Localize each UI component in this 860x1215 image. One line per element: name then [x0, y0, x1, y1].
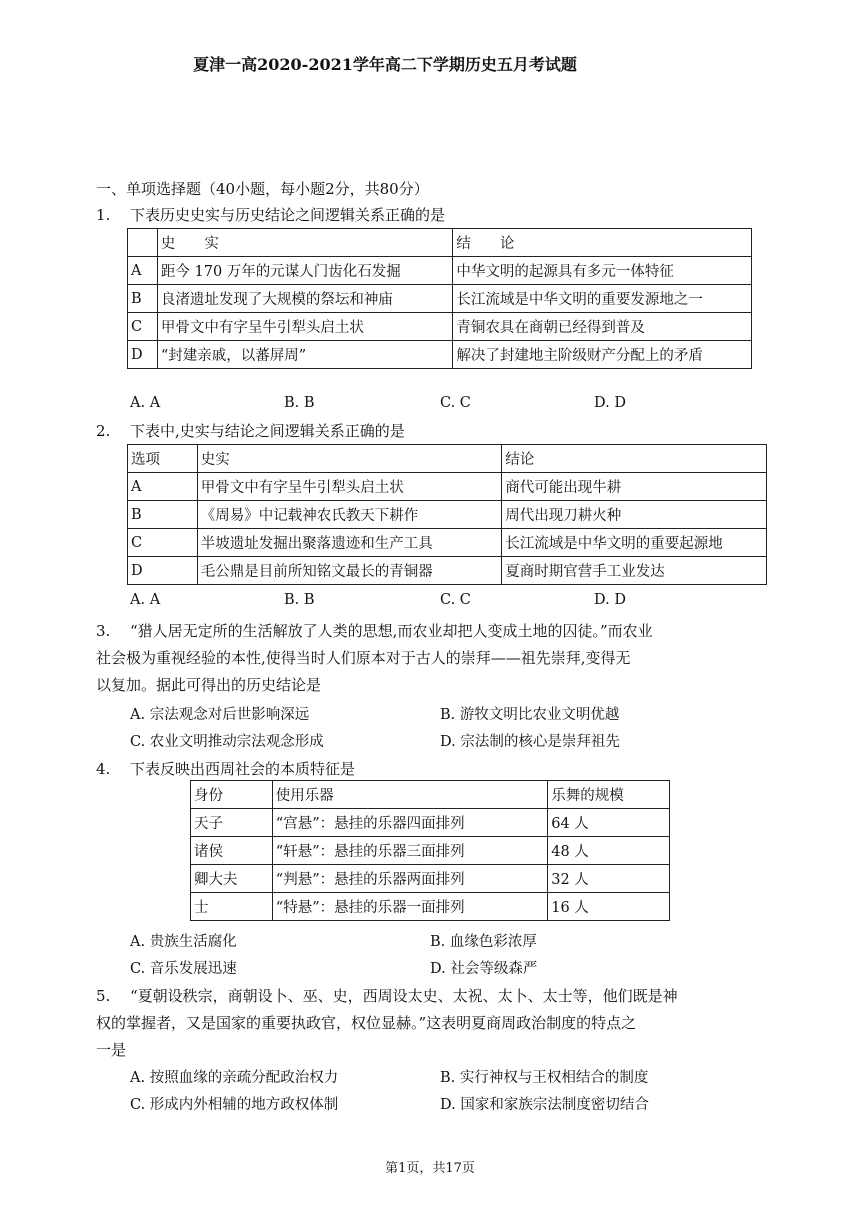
question-number: 4. — [96, 760, 111, 778]
table-cell: 诸侯 — [191, 837, 273, 865]
table-header-row — [128, 445, 767, 473]
table-cell: D — [128, 557, 198, 585]
table-header-row — [128, 229, 752, 257]
option-d: D. D — [594, 395, 626, 411]
option-d: D. 社会等级森严 — [430, 961, 538, 977]
table-row — [128, 313, 752, 341]
option-d: D. 宗法制的核心是崇拜祖先 — [440, 734, 620, 750]
option-d: D. D — [594, 592, 626, 608]
table-cell: 48 人 — [548, 837, 670, 865]
question-text: 下表反映出西周社会的本质特征是 — [130, 760, 356, 778]
table-cell: 夏商时期官营手工业发达 — [502, 557, 767, 585]
table-cell: “特悬”：悬挂的乐器一面排列 — [272, 893, 547, 921]
table-cell: A — [128, 257, 158, 285]
option-b: B. B — [284, 395, 315, 411]
question-text-line: 以复加。据此可得出的历史结论是 — [96, 676, 322, 694]
table-cell: 《周易》中记载神农氏教天下耕作 — [197, 501, 502, 529]
table-cell: 史 实 — [157, 229, 453, 257]
question-5-stem — [96, 983, 771, 1064]
table-cell — [128, 229, 158, 257]
option-c: C. C — [440, 395, 471, 411]
option-b: B. B — [284, 592, 315, 608]
option-b: B. 血缘色彩浓厚 — [430, 934, 537, 950]
question-1-table — [127, 228, 752, 369]
table-cell: C — [128, 529, 198, 557]
question-number: 1. — [96, 206, 111, 224]
table-cell: D — [128, 341, 158, 369]
table-row — [191, 809, 670, 837]
table-header-row — [191, 781, 670, 809]
table-cell: “判悬”：悬挂的乐器两面排列 — [272, 865, 547, 893]
section-heading: 一、单项选择题（40小题，每小题2分，共80分） — [96, 180, 429, 198]
table-cell: 解决了封建地主阶级财产分配上的矛盾 — [453, 341, 752, 369]
table-cell: 使用乐器 — [272, 781, 547, 809]
option-a: A. A — [130, 592, 161, 608]
table-cell: “轩悬”：悬挂的乐器三面排列 — [272, 837, 547, 865]
question-text-line: 权的掌握者，又是国家的重要执政官，权位显赫。”这表明夏商周政治制度的特点之 — [96, 1014, 637, 1032]
table-cell: B — [128, 501, 198, 529]
question-text: 下表历史史实与历史结论之间逻辑关系正确的是 — [130, 206, 446, 224]
table-cell: 青铜农具在商朝已经得到普及 — [453, 313, 752, 341]
table-cell: 毛公鼎是目前所知铭文最长的青铜器 — [197, 557, 502, 585]
table-row — [128, 285, 752, 313]
option-a: A. 按照血缘的亲疏分配政治权力 — [130, 1070, 339, 1086]
table-cell: 天子 — [191, 809, 273, 837]
question-number: 5. — [96, 987, 111, 1005]
table-cell: 长江流域是中华文明的重要发源地之一 — [453, 285, 752, 313]
table-cell: 史实 — [197, 445, 502, 473]
table-cell: 良渚遗址发现了大规模的祭坛和神庙 — [157, 285, 453, 313]
table-row — [191, 837, 670, 865]
table-row — [128, 557, 767, 585]
table-cell: 结论 — [502, 445, 767, 473]
table-cell: 长江流域是中华文明的重要起源地 — [502, 529, 767, 557]
table-cell: 卿大夫 — [191, 865, 273, 893]
table-row — [191, 865, 670, 893]
option-c: C. 形成内外相辅的地方政权体制 — [130, 1097, 339, 1113]
table-row — [128, 473, 767, 501]
table-row — [191, 893, 670, 921]
table-cell: 结 论 — [453, 229, 752, 257]
table-row — [128, 501, 767, 529]
question-number: 2. — [96, 422, 111, 440]
question-3-stem — [96, 618, 771, 699]
table-cell: “宫悬”：悬挂的乐器四面排列 — [272, 809, 547, 837]
option-c: C. C — [440, 592, 471, 608]
question-text-line: 一是 — [96, 1041, 127, 1059]
exam-title: 夏津一高2020-2021学年高二下学期历史五月考试题 — [193, 55, 577, 74]
table-cell: 商代可能出现牛耕 — [502, 473, 767, 501]
option-c: C. 音乐发展迅速 — [130, 961, 237, 977]
question-text-line: “夏朝设秩宗，商朝设卜、巫、史，西周设太史、太祝、太卜、太士等，他们既是神 — [130, 987, 678, 1005]
table-cell: A — [128, 473, 198, 501]
table-cell: 16 人 — [548, 893, 670, 921]
table-cell: “封建亲戚，以蕃屏周” — [157, 341, 453, 369]
option-c: C. 农业文明推动宗法观念形成 — [130, 734, 324, 750]
question-1-stem — [0, 202, 860, 229]
table-cell: 中华文明的起源具有多元一体特征 — [453, 257, 752, 285]
question-2-table — [127, 444, 767, 585]
page-footer: 第1页，共17页 — [385, 1161, 475, 1176]
option-a: A. 贵族生活腐化 — [130, 934, 237, 950]
table-cell: 32 人 — [548, 865, 670, 893]
table-cell: 半坡遗址发掘出聚落遗迹和生产工具 — [197, 529, 502, 557]
option-b: B. 游牧文明比农业文明优越 — [440, 707, 620, 723]
option-d: D. 国家和家族宗法制度密切结合 — [440, 1097, 649, 1113]
option-a: A. A — [130, 395, 161, 411]
table-row — [128, 257, 752, 285]
question-text-line: “猎人居无定所的生活解放了人类的思想,而农业却把人变成土地的囚徒。”而农业 — [130, 622, 653, 640]
table-cell: B — [128, 285, 158, 313]
table-cell: 甲骨文中有字呈牛引犁头启土状 — [157, 313, 453, 341]
question-4-table — [190, 780, 670, 921]
table-cell: 64 人 — [548, 809, 670, 837]
table-cell: 距今 170 万年的元谋人门齿化石发掘 — [157, 257, 453, 285]
option-b: B. 实行神权与王权相结合的制度 — [440, 1070, 649, 1086]
table-cell: 选项 — [128, 445, 198, 473]
table-row — [128, 341, 752, 369]
table-cell: 周代出现刀耕火种 — [502, 501, 767, 529]
question-number: 3. — [96, 622, 111, 640]
table-row — [128, 529, 767, 557]
table-cell: 甲骨文中有字呈牛引犁头启土状 — [197, 473, 502, 501]
table-cell: 身份 — [191, 781, 273, 809]
question-text-line: 社会极为重视经验的本性,使得当时人们原本对于古人的崇拜——祖先崇拜,变得无 — [96, 649, 631, 667]
question-2-stem — [0, 418, 860, 445]
option-a: A. 宗法观念对后世影响深远 — [130, 707, 310, 723]
table-cell: 士 — [191, 893, 273, 921]
table-cell: 乐舞的规模 — [548, 781, 670, 809]
table-cell: C — [128, 313, 158, 341]
question-4-stem — [0, 756, 860, 783]
question-text: 下表中,史实与结论之间逻辑关系正确的是 — [130, 422, 405, 440]
